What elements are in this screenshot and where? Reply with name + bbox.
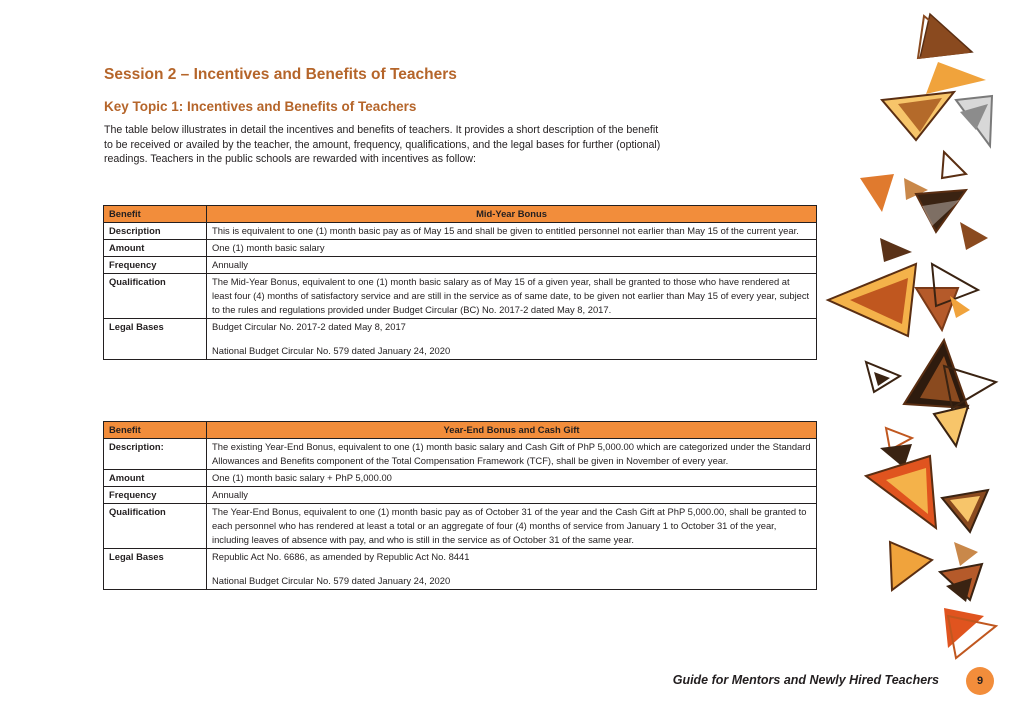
mid-year-bonus-table — [103, 205, 817, 360]
table-row — [104, 439, 817, 470]
legal-basis-2: National Budget Circular No. 579 dated January 24, 2020 — [212, 575, 451, 586]
row-value-cell: One (1) month basic salary + PhP 5,000.00 — [207, 470, 817, 487]
row-label-cell: Qualification — [104, 504, 207, 549]
row-value-cell: The Mid-Year Bonus, equivalent to one (1) month basic salary as of May 15 of a given year, shall be granted to those who have rendered at least four (4) months of satisfactory service and are still in the service as of same date, to be given not earlier than May 15 of every year, subject to the rules and regulations provided under Budget Circular (BC) No. 2017-2 dated May 8, 2017. — [207, 274, 817, 319]
row-label-cell: Frequency — [104, 257, 207, 274]
page-number-badge: 9 — [966, 667, 994, 695]
row-label-cell: Amount — [104, 470, 207, 487]
table-row — [104, 240, 817, 257]
topic-title: Key Topic 1: Incentives and Benefits of Teachers — [104, 99, 417, 114]
row-value-cell: This is equivalent to one (1) month basic pay as of May 15 and shall be given to entitled personnel not earlier than May 15 of the current year. — [207, 223, 817, 240]
row-value-cell: The existing Year-End Bonus, equivalent to one (1) month basic salary and Cash Gift of PhP 5,000.00 which are categorized under the Standard Allowances and Benefits component of the Total Compensation Framework (TCF), shall be given in November of every year. — [207, 439, 817, 470]
row-value-cell: One (1) month basic salary — [207, 240, 817, 257]
row-value-cell: Annually — [207, 257, 817, 274]
row-label-cell: Legal Bases — [104, 319, 207, 360]
legal-basis-2: National Budget Circular No. 579 dated January 24, 2020 — [212, 345, 451, 356]
session-title: Session 2 – Incentives and Benefits of Teachers — [104, 66, 457, 83]
row-value-cell — [207, 549, 817, 590]
table-row — [104, 504, 817, 549]
row-label-cell: Frequency — [104, 487, 207, 504]
footer-guide-title: Guide for Mentors and Newly Hired Teachers — [672, 673, 939, 687]
header-value-cell: Year-End Bonus and Cash Gift — [207, 422, 817, 439]
year-end-bonus-table — [103, 421, 817, 590]
row-label-cell: Description: — [104, 439, 207, 470]
row-value-cell: The Year-End Bonus, equivalent to one (1) month basic pay as of October 31 of the year and the Cash Gift at PhP 5,000.00, shall be granted to each personnel who has rendered at least a total or an aggregate of four (4) months of service from January 1 to October 31 of the year, including leaves of absence with pay, and who is still in the service as of October 31 of the same year. — [207, 504, 817, 549]
legal-basis-1: Republic Act No. 6686, as amended by Republic Act No. 8441 — [212, 551, 470, 562]
table-row — [104, 274, 817, 319]
decorative-triangles — [820, 0, 1024, 660]
table-row — [104, 319, 817, 360]
table-header-row — [104, 206, 817, 223]
legal-basis-1: Budget Circular No. 2017-2 dated May 8, 2017 — [212, 321, 406, 332]
row-label-cell: Description — [104, 223, 207, 240]
table-row — [104, 487, 817, 504]
row-label-cell: Legal Bases — [104, 549, 207, 590]
row-value-cell: Annually — [207, 487, 817, 504]
row-value-cell — [207, 319, 817, 360]
table-row — [104, 549, 817, 590]
header-value-cell: Mid-Year Bonus — [207, 206, 817, 223]
table-header-row — [104, 422, 817, 439]
row-label-cell: Amount — [104, 240, 207, 257]
table-row — [104, 257, 817, 274]
table-row — [104, 470, 817, 487]
row-label-cell: Qualification — [104, 274, 207, 319]
table-row — [104, 223, 817, 240]
header-label-cell: Benefit — [104, 206, 207, 223]
intro-paragraph: The table below illustrates in detail the incentives and benefits of teachers. It provides a short description of the benefit to be received or availed by the teacher, the amount, frequency, qualifications, and the legal bases for further (optional) readings. Teachers in the public schools are rewarded with incentives as follow: — [104, 124, 661, 165]
header-label-cell: Benefit — [104, 422, 207, 439]
